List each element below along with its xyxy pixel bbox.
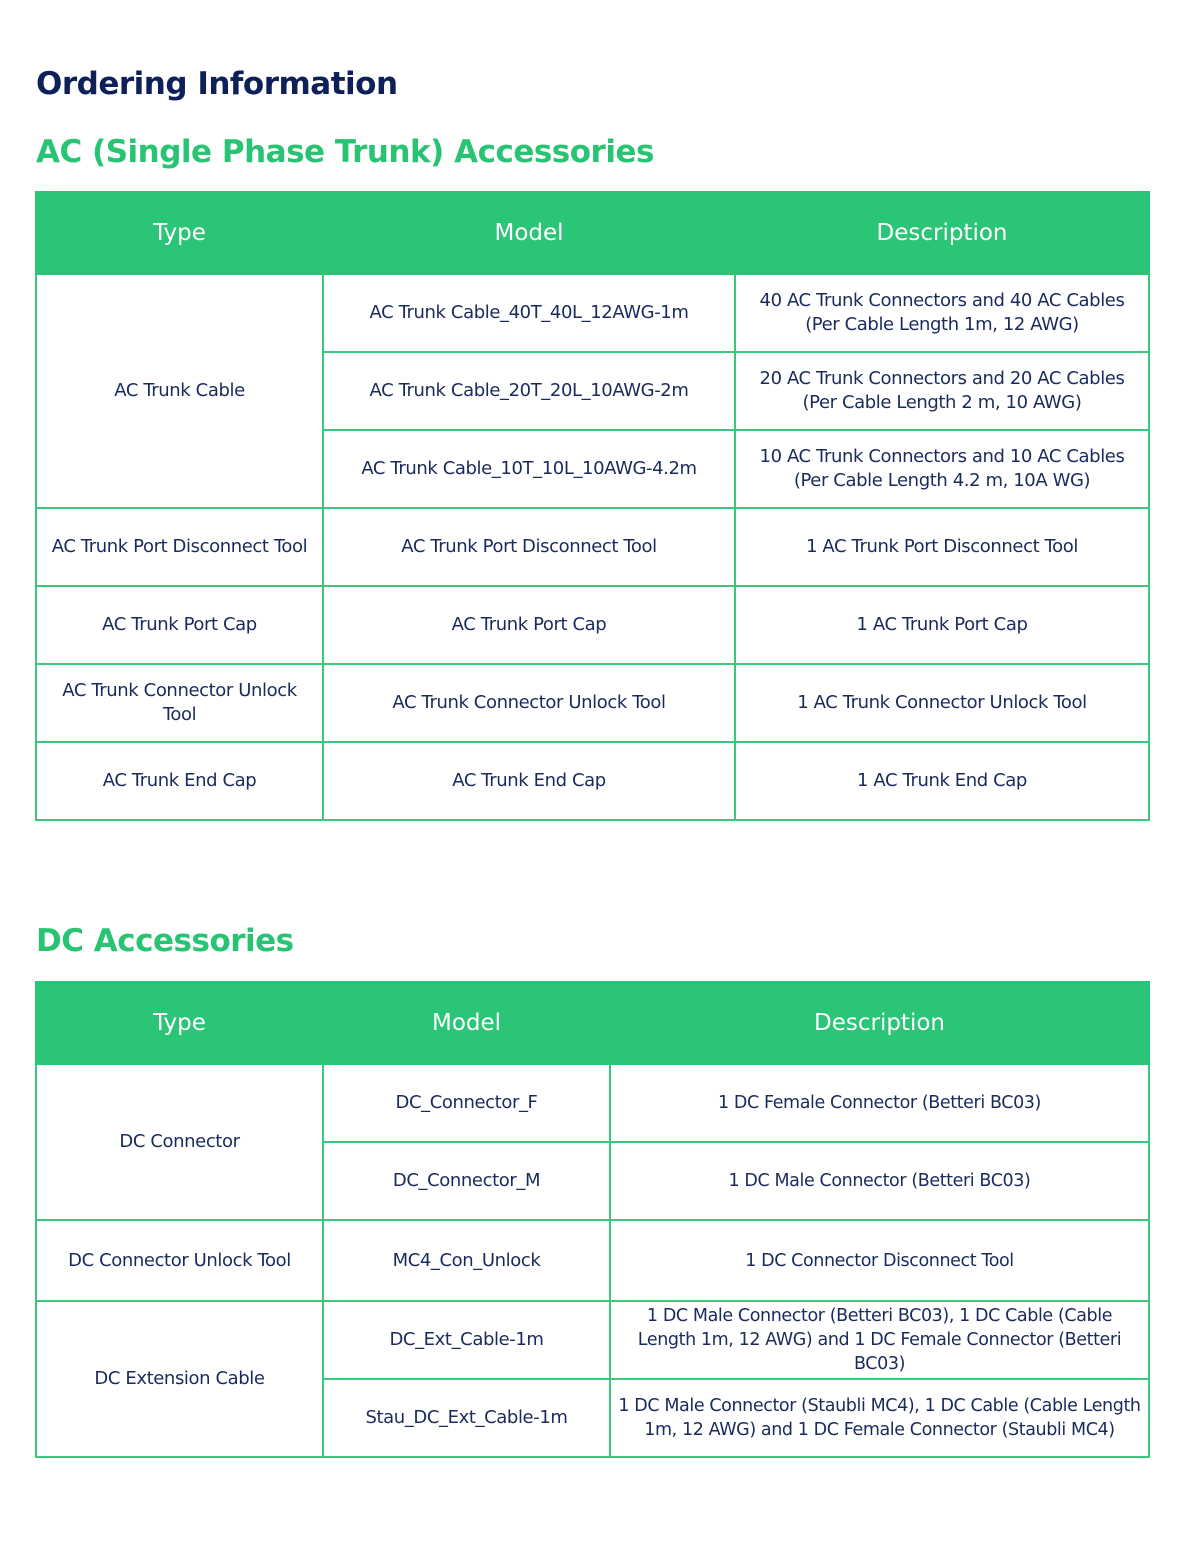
- table-row: [36, 1220, 1149, 1301]
- model-cell: AC Trunk Cable_20T_20L_10AWG-2m: [323, 352, 735, 430]
- model-cell: AC Trunk Port Disconnect Tool: [323, 508, 735, 586]
- description-cell: 1 DC Male Connector (Staubli MC4), 1 DC Cable (Cable Length 1m, 12 AWG) and 1 DC Female Connector (Staubli MC4): [610, 1379, 1149, 1457]
- model-cell: Stau_DC_Ext_Cable-1m: [323, 1379, 610, 1457]
- description-cell: 1 DC Connector Disconnect Tool: [610, 1220, 1149, 1301]
- model-cell: AC Trunk Cable_40T_40L_12AWG-1m: [323, 274, 735, 352]
- description-cell: 1 AC Trunk Connector Unlock Tool: [735, 664, 1149, 742]
- description-cell: 1 AC Trunk Port Disconnect Tool: [735, 508, 1149, 586]
- type-cell: AC Trunk Cable: [36, 274, 323, 508]
- model-cell: AC Trunk End Cap: [323, 742, 735, 820]
- type-cell: DC Connector Unlock Tool: [36, 1220, 323, 1301]
- model-cell: AC Trunk Connector Unlock Tool: [323, 664, 735, 742]
- type-cell: DC Connector: [36, 1064, 323, 1220]
- model-cell: AC Trunk Port Cap: [323, 586, 735, 664]
- column-header-model: Model: [323, 982, 610, 1064]
- table-row: [36, 664, 1149, 742]
- description-cell: 1 DC Female Connector (Betteri BC03): [610, 1064, 1149, 1142]
- description-cell: 1 AC Trunk End Cap: [735, 742, 1149, 820]
- column-header-description: Description: [735, 192, 1149, 274]
- table-row: [36, 508, 1149, 586]
- column-header-description: Description: [610, 982, 1149, 1064]
- table-header-row: [36, 192, 1149, 274]
- model-cell: DC_Connector_M: [323, 1142, 610, 1220]
- type-cell: AC Trunk Port Disconnect Tool: [36, 508, 323, 586]
- page-title: Ordering Information: [36, 66, 398, 102]
- description-cell: 20 AC Trunk Connectors and 20 AC Cables (Per Cable Length 2 m, 10 AWG): [735, 352, 1149, 430]
- description-cell: 10 AC Trunk Connectors and 10 AC Cables (Per Cable Length 4.2 m, 10A WG): [735, 430, 1149, 508]
- table-row: [36, 1301, 1149, 1379]
- table-row: [36, 742, 1149, 820]
- dc-accessories-table: [35, 981, 1150, 1458]
- description-cell: 1 AC Trunk Port Cap: [735, 586, 1149, 664]
- dc-section-title: DC Accessories: [36, 923, 294, 959]
- table-row: [36, 274, 1149, 352]
- model-cell: AC Trunk Cable_10T_10L_10AWG-4.2m: [323, 430, 735, 508]
- description-cell: 40 AC Trunk Connectors and 40 AC Cables (Per Cable Length 1m, 12 AWG): [735, 274, 1149, 352]
- model-cell: DC_Ext_Cable-1m: [323, 1301, 610, 1379]
- table-row: [36, 586, 1149, 664]
- ac-section-title: AC (Single Phase Trunk) Accessories: [36, 134, 654, 170]
- table-header-row: [36, 982, 1149, 1064]
- type-cell: DC Extension Cable: [36, 1301, 323, 1457]
- ac-accessories-table: [35, 191, 1150, 821]
- description-cell: 1 DC Male Connector (Betteri BC03), 1 DC Cable (Cable Length 1m, 12 AWG) and 1 DC Female Connector (Betteri BC03): [610, 1301, 1149, 1379]
- table-row: [36, 1064, 1149, 1142]
- model-cell: DC_Connector_F: [323, 1064, 610, 1142]
- model-cell: MC4_Con_Unlock: [323, 1220, 610, 1301]
- type-cell: AC Trunk Connector Unlock Tool: [36, 664, 323, 742]
- description-cell: 1 DC Male Connector (Betteri BC03): [610, 1142, 1149, 1220]
- column-header-model: Model: [323, 192, 735, 274]
- column-header-type: Type: [36, 192, 323, 274]
- column-header-type: Type: [36, 982, 323, 1064]
- type-cell: AC Trunk End Cap: [36, 742, 323, 820]
- type-cell: AC Trunk Port Cap: [36, 586, 323, 664]
